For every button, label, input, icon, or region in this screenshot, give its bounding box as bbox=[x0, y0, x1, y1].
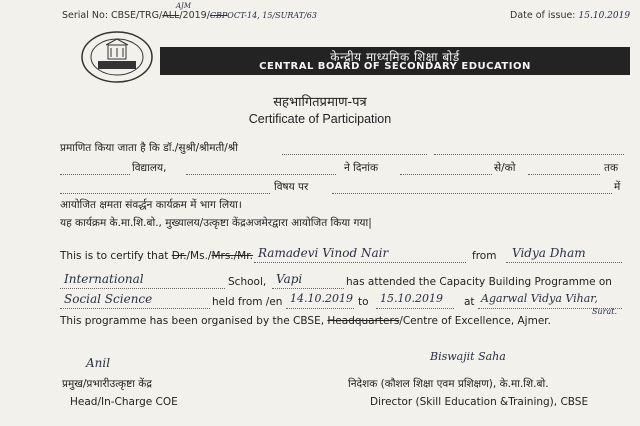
right-signature: Biswajit Saha bbox=[430, 350, 506, 363]
headquarters-struck: Headquarters bbox=[327, 315, 400, 327]
school-underline-1 bbox=[506, 262, 622, 263]
issue-date: 15.10.2019 bbox=[578, 11, 631, 21]
title-dr: Dr. bbox=[171, 250, 187, 262]
serial-handwritten: OCT-14, 15/SURAT/63 bbox=[227, 11, 317, 20]
city-underline bbox=[272, 288, 344, 289]
title-ms: /Ms./ bbox=[186, 250, 212, 262]
hindi-blank-date-to bbox=[528, 174, 600, 175]
attended-text: has attended the Capacity Building Programme on bbox=[346, 276, 612, 288]
hindi-blank-date-from bbox=[400, 174, 492, 175]
hindi-blank-programme bbox=[60, 193, 270, 194]
hindi-blank-school bbox=[60, 174, 130, 175]
date-from-underline bbox=[286, 308, 354, 309]
name-underline bbox=[254, 262, 466, 263]
serial-handwritten-above: AJM bbox=[176, 2, 192, 10]
school-name-part-1: Vidya Dham bbox=[512, 246, 586, 260]
banner-english: CENTRAL BOARD OF SECONDARY EDUCATION bbox=[259, 61, 531, 72]
subject-name: Social Science bbox=[64, 292, 153, 306]
hindi-blank-name-2 bbox=[434, 154, 624, 155]
school-word: School, bbox=[228, 276, 267, 288]
school-name-part-2: International bbox=[64, 272, 144, 286]
date-to-underline bbox=[376, 308, 454, 309]
hindi-line-4: आयोजित क्षमता संवर्द्धन कार्यक्रम में भाग लिया। bbox=[60, 199, 242, 211]
date-to: 15.10.2019 bbox=[380, 292, 443, 305]
hindi-line-5: यह कार्यक्रम के.मा.शि.बो., मुख्यालय/उत्कृष्टा केंद्रअजमेरद्वारा आयोजित किया गया| bbox=[60, 217, 372, 229]
hindi-blank-name bbox=[282, 154, 427, 155]
hindi-line-2c: से/को bbox=[494, 162, 516, 174]
left-sign-english: Head/In-Charge COE bbox=[70, 396, 178, 408]
subject-underline bbox=[60, 308, 210, 309]
serial-label: Serial No: CBSE/TRG/ bbox=[62, 10, 163, 21]
serial-number bbox=[62, 10, 317, 21]
at-label: at bbox=[464, 296, 475, 308]
hindi-blank-2 bbox=[186, 174, 336, 175]
left-sign-hindi: प्रमुख/प्रभारीउत्कृष्टा केंद्र bbox=[62, 378, 152, 390]
board-banner bbox=[160, 47, 630, 75]
cbse-logo bbox=[80, 30, 154, 84]
serial-struck-2: CBP bbox=[209, 11, 228, 20]
certify-text: This is to certify that bbox=[60, 250, 169, 262]
right-sign-english: Director (Skill Education &Training), CBSE bbox=[370, 396, 589, 408]
date-of-issue bbox=[510, 10, 630, 21]
hindi-line-1: प्रमाणित किया जाता है कि डॉ./सुश्री/श्रीमती/श्री bbox=[60, 142, 238, 154]
serial-struck: ALL bbox=[162, 10, 180, 21]
hindi-line-3b: विषय पर bbox=[274, 181, 309, 193]
participant-name: Ramadevi Vinod Nair bbox=[258, 246, 389, 260]
left-signature: Anil bbox=[86, 356, 111, 370]
serial-rest: /2019/ bbox=[179, 10, 210, 21]
school-city: Vapi bbox=[276, 272, 303, 286]
school-underline-2 bbox=[60, 288, 225, 289]
to-label: to bbox=[358, 296, 369, 308]
title-mrs: Mrs. bbox=[211, 250, 234, 262]
title-english: Certificate of Participation bbox=[248, 112, 392, 126]
venue: Agarwal Vidya Vihar, bbox=[481, 292, 598, 305]
hindi-line-2b: ने दिनांक bbox=[344, 162, 379, 174]
title-hindi: सहभागितप्रमाण-पत्र bbox=[273, 95, 367, 110]
date-from: 14.10.2019 bbox=[290, 292, 353, 305]
hindi-line-2d: तक bbox=[604, 162, 619, 174]
title-mr: /Mr. bbox=[233, 250, 253, 262]
from-label: from bbox=[472, 250, 497, 262]
banner-hindi: केन्द्रीय माध्यमिक शिक्षा बोर्ड bbox=[330, 50, 460, 64]
english-line-1 bbox=[60, 250, 253, 262]
hindi-line-3c: में bbox=[614, 181, 621, 193]
organised-line bbox=[60, 315, 551, 327]
issue-label: Date of issue: bbox=[510, 10, 576, 21]
hindi-line-2a: विद्यालय, bbox=[132, 162, 167, 174]
hindi-blank-subject bbox=[332, 193, 612, 194]
venue-city: Surat. bbox=[592, 307, 617, 316]
organised-text: This programme has been organised by the CBSE, bbox=[60, 315, 325, 327]
organised-text-2: /Centre of Excellence, Ajmer. bbox=[399, 315, 551, 327]
held-text: held from /en bbox=[212, 296, 283, 308]
right-sign-hindi: निदेशक (कौशल शिक्षा एवम प्रशिक्षण), के.मा.शि.बो. bbox=[348, 378, 549, 390]
